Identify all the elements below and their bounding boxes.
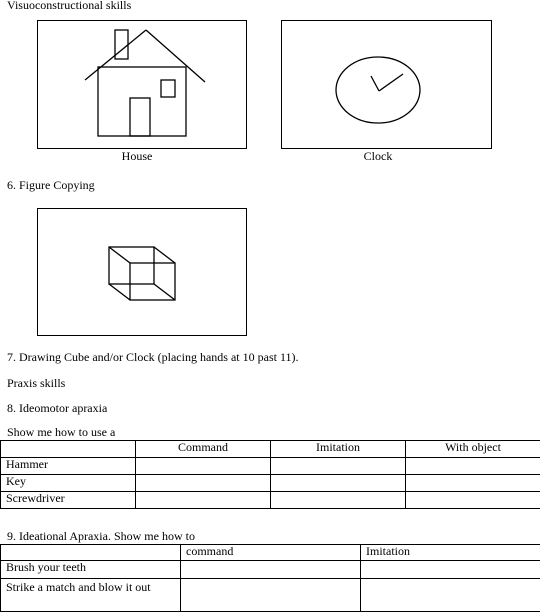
table-cell [361,579,540,612]
item-7-drawing-cube-clock: 7. Drawing Cube and/or Clock (placing hands at 10 past 11). [7,350,299,364]
item-8-ideomotor-apraxia: 8. Ideomotor apraxia [7,401,108,415]
house-window [161,80,175,97]
table-header-imitation: Imitation [271,441,406,458]
table-header-imitation: Imitation [361,545,540,561]
table-cell [361,561,540,579]
table-cell [406,475,540,492]
section-title-praxis: Praxis skills [7,376,66,390]
row-label-brush-teeth: Brush your teeth [1,561,181,579]
table-row [1,561,540,579]
table-cell [136,475,271,492]
item-6-figure-copying: 6. Figure Copying [7,178,95,192]
table-cell [271,475,406,492]
table-cell [271,458,406,475]
house-drawing [38,21,248,150]
table-header-with-object: With object [406,441,540,458]
show-me-how-to-use-label: Show me how to use a [7,425,116,439]
table-cell [271,492,406,509]
clock-drawing [282,21,493,150]
table-header-cell [1,545,181,561]
row-label-hammer: Hammer [1,458,136,475]
table-header-row [1,441,540,458]
table-row [1,475,540,492]
table-cell [406,492,540,509]
row-label-screwdriver: Screwdriver [1,492,136,509]
clock-figure-frame [281,20,492,149]
house-door [130,98,150,136]
table-header-row [1,545,540,561]
table-row [1,458,540,475]
ideational-table [0,544,540,612]
table-cell [406,458,540,475]
clock-minute-hand [379,74,403,91]
house-walls [98,67,186,136]
cube-figure-frame [37,208,247,336]
cube-drawing [38,209,248,337]
ideomotor-table [0,440,540,509]
table-header-cell [1,441,136,458]
table-row [1,579,540,612]
house-roof-right [146,30,205,82]
table-row [1,492,540,509]
table-cell [136,492,271,509]
house-figure-frame [37,20,247,149]
clock-caption: Clock [363,149,393,163]
table-cell [181,579,361,612]
row-label-key: Key [1,475,136,492]
section-title-visuoconstructional: Visuoconstructional skills [7,0,132,12]
row-label-strike-match: Strike a match and blow it out [1,579,181,612]
house-caption: House [121,149,153,163]
table-cell [136,458,271,475]
clock-hour-hand [371,76,379,91]
table-cell [181,561,361,579]
table-header-command: Command [136,441,271,458]
item-9-ideational-apraxia: 9. Ideational Apraxia. Show me how to [7,529,195,543]
table-header-command: command [181,545,361,561]
